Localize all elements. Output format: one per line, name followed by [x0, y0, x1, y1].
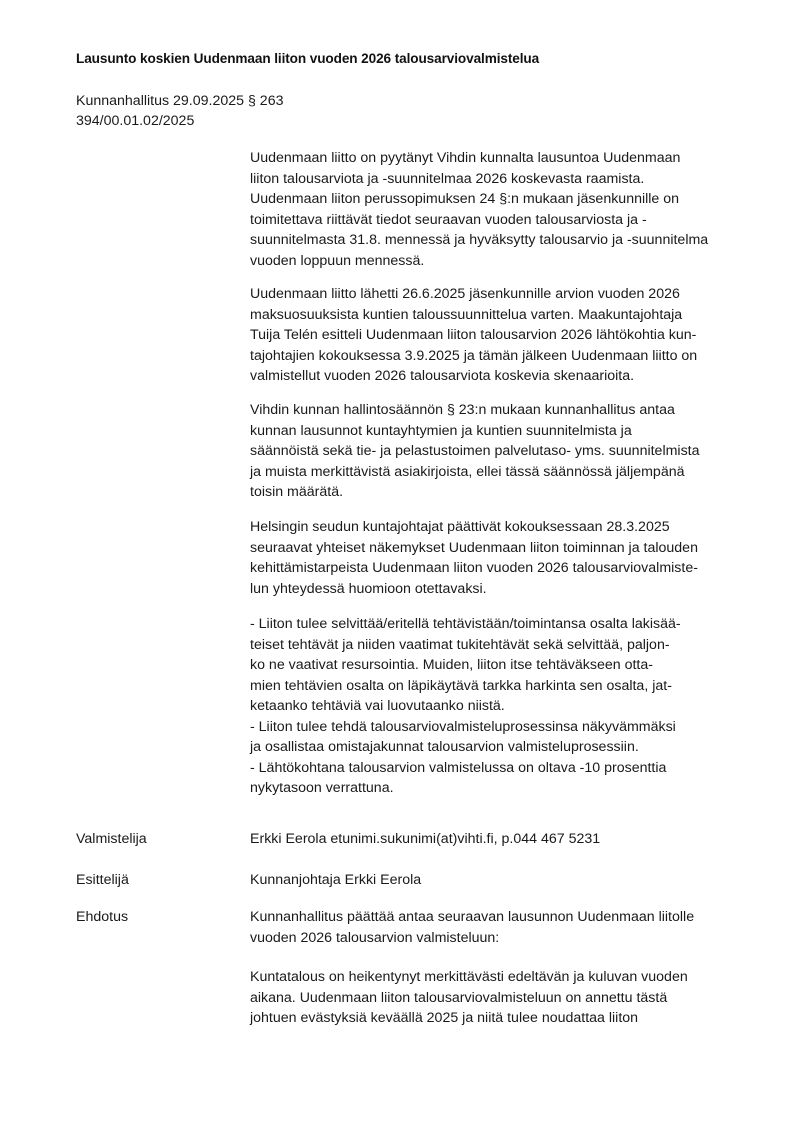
text-line: Kunnanhallitus päättää antaa seuraavan lausunnon Uudenmaan liitolle — [250, 909, 695, 925]
text-line: maksuosuuksista kuntien taloussuunnittelua varten. Maakuntajohtaja — [250, 306, 683, 323]
text-line: kehittämistarpeista Uudenmaan liiton vuoden 2026 talousarviovalmiste- — [250, 560, 698, 576]
text-line: aikana. Uudenmaan liiton talousarviovalmisteluun on annettu tästä — [250, 989, 668, 1006]
proposal-label: Ehdotus — [76, 909, 129, 925]
list-item-line: mien tehtävien osalta on läpikäytävä tarkka harkinta sen osalta, jat- — [250, 677, 672, 694]
text-line: Uudenmaan liiton perussopimuksen 24 §:n mukaan jäsenkunnille on — [250, 191, 680, 207]
paragraph-municipal-managers — [250, 517, 730, 599]
presenter-label: Esittelijä — [76, 872, 129, 888]
list-item-line: nykytasoon verrattuna. — [250, 780, 394, 796]
text-line: johtuen evästyksiä keväällä 2025 ja niitä tulee noudattaa liiton — [250, 1010, 639, 1026]
paragraph-administrative-rule — [250, 400, 730, 503]
document-title: Lausunto koskien Uudenmaan liiton vuoden 2026 talousarviovalmistelua — [76, 51, 540, 66]
text-line: vuoden loppuun mennessä. — [250, 252, 425, 269]
text-line: toisin määrätä. — [250, 484, 344, 500]
paragraph-budget-estimate — [250, 284, 730, 387]
text-line: toimitettava riittävät tiedot seuraavan vuoden talousarviosta ja - — [250, 211, 647, 228]
preparer-label: Valmistelija — [76, 831, 147, 847]
text-line: Vihdin kunnan hallintosäännön § 23:n mukaan kunnanhallitus antaa — [250, 402, 675, 418]
text-line: tajohtajien kokouksessa 3.9.2025 ja tämän jälkeen Uudenmaan liitto on — [250, 347, 698, 364]
text-line: Tuija Telén esitteli Uudenmaan liiton talousarvion 2026 lähtökohtia kun- — [250, 327, 697, 343]
meeting-reference: Kunnanhallitus 29.09.2025 § 263 — [76, 93, 284, 109]
text-line: seuraavat yhteiset näkemykset Uudenmaan liiton toiminnan ja talouden — [250, 539, 698, 556]
text-line: liiton talousarviota ja -suunnitelmaa 2026 koskevasta raamista. — [250, 170, 645, 187]
list-item-line: ja osallistaa omistajakunnat talousarvion valmisteluprosessiin. — [250, 739, 639, 755]
document-meta — [76, 91, 283, 131]
text-line: Uudenmaan liitto on pyytänyt Vihdin kunnalta lausuntoa Uudenmaan — [250, 150, 681, 166]
text-line: lun yhteydessä huomioon otettavaksi. — [250, 580, 487, 597]
text-line: vuoden 2026 talousarvion valmisteluun: — [250, 929, 500, 946]
text-line: Helsingin seudun kuntajohtajat päättivät kokouksessaan 28.3.2025 — [250, 519, 670, 535]
preparer-value: Erkki Eerola etunimi.sukunimi(at)vihti.fi, p.044 467 5231 — [250, 831, 601, 847]
list-item-line: ketaanko tehtäviä vai luovutaanko niistä. — [250, 698, 505, 714]
text-line: valmistellut vuoden 2026 talousarviota koskevia skenaarioita. — [250, 368, 635, 384]
record-number: 394/00.01.02/2025 — [76, 113, 195, 129]
list-item-line: - Lähtökohtana talousarvion valmistelussa on oltava -10 prosenttia — [250, 759, 667, 776]
proposal-statement — [250, 967, 730, 1029]
text-line: Uudenmaan liitto lähetti 26.6.2025 jäsenkunnille arvion vuoden 2026 — [250, 286, 680, 302]
list-item-line: - Liiton tulee selvittää/eritellä tehtävistään/toimintansa osalta lakisää- — [250, 616, 681, 632]
list-item-line: ko ne vaativat resursointia. Muiden, liiton itse tehtäväkseen otta- — [250, 657, 653, 673]
presenter-value: Kunnanjohtaja Erkki Eerola — [250, 872, 422, 888]
paragraph-background-request — [250, 148, 730, 271]
text-line: säännöistä sekä tie- ja pelastustoimen palvelutaso- yms. suunnitelmista — [250, 443, 700, 459]
text-line: Kuntatalous on heikentynyt merkittävästi edeltävän ja kuluvan vuoden — [250, 969, 688, 985]
proposal-intro — [250, 907, 730, 948]
list-item-line: teiset tehtävät ja niiden vaatimat tukitehtävät sekä selvittää, paljon- — [250, 636, 670, 653]
list-item-line: - Liiton tulee tehdä talousarviovalmisteluprosessinsa näkyvämmäksi — [250, 718, 676, 735]
text-line: ja muista merkittävistä asiakirjoista, ellei tässä säännössä jäljempänä — [250, 463, 685, 480]
paragraph-shared-views-list — [250, 614, 730, 799]
text-line: kunnan lausunnot kuntayhtymien ja kuntien suunnitelmista ja — [250, 422, 632, 439]
text-line: suunnitelmasta 31.8. mennessä ja hyväksytty talousarvio ja -suunnitelma — [250, 232, 709, 248]
